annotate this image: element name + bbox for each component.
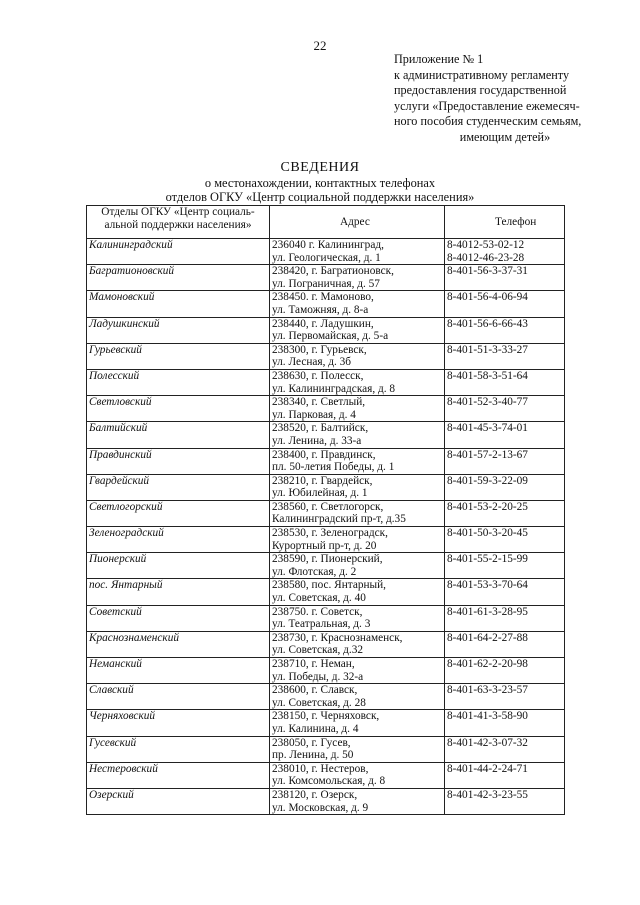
address-line: Калининградский пр-т, д.35 (272, 513, 406, 526)
department-name: Мамоновский (87, 291, 270, 317)
appendix-line: услуги «Предоставление ежемесяч- (394, 98, 580, 113)
phone-number: 8-401-56-6-66-43 (447, 317, 528, 330)
address-cell (270, 579, 445, 605)
address-cell (270, 658, 445, 684)
table-row (87, 265, 565, 291)
appendix-line: предоставления государственной (394, 83, 567, 98)
phone-cell (445, 396, 565, 422)
department-name: Пионерский (87, 553, 270, 579)
phone-number: 8-401-55-2-15-99 (447, 553, 528, 566)
phone-cell (445, 265, 565, 291)
phone-cell (445, 369, 565, 395)
address-line: 236040 г. Калининград, (272, 239, 384, 251)
address-cell (270, 684, 445, 710)
address-line: ул. Юбилейная, д. 1 (272, 487, 368, 500)
address-line: ул. Геологическая, д. 1 (272, 251, 381, 264)
phone-cell (445, 762, 565, 788)
table-row (87, 369, 565, 395)
phone-number: 8-401-63-3-23-57 (447, 684, 528, 697)
phone-cell (445, 736, 565, 762)
document-heading (0, 160, 640, 204)
phone-cell (445, 684, 565, 710)
phone-number: 8-401-45-3-74-01 (447, 422, 528, 435)
address-cell (270, 788, 445, 814)
address-line: ул. Театральная, д. 3 (272, 618, 371, 631)
department-name: Черняховский (87, 710, 270, 736)
address-line: ул. Советская, д. 40 (272, 592, 366, 605)
department-name: Калининградский (87, 239, 270, 265)
header-departments-line: альной поддержки населения» (104, 218, 252, 231)
phone-cell (445, 343, 565, 369)
department-name: Светлогорский (87, 500, 270, 526)
phone-number: 8-401-62-2-20-98 (447, 658, 528, 670)
table-row (87, 422, 565, 448)
department-name: Полесский (87, 369, 270, 395)
address-line: ул. Пограничная, д. 57 (272, 277, 380, 290)
department-name: Ладушкинский (87, 317, 270, 343)
phone-cell (445, 500, 565, 526)
address-cell (270, 369, 445, 395)
phone-cell (445, 631, 565, 657)
header-phone: Телефон (445, 206, 565, 239)
department-name: Гурьевский (87, 343, 270, 369)
document-subtitle: отделов ОГКУ «Центр социальной поддержки населения» (165, 190, 475, 204)
phone-number: 8-4012-46-23-28 (447, 251, 525, 264)
department-name: пос. Янтарный (87, 579, 270, 605)
phone-cell (445, 605, 565, 631)
phone-cell (445, 317, 565, 343)
address-line: пр. Ленина, д. 50 (272, 749, 354, 762)
page-number: 22 (313, 38, 327, 53)
address-line: ул. Калинина, д. 4 (272, 722, 359, 735)
address-line: 238050, г. Гусев, (272, 736, 351, 749)
address-line: ул. Московская, д. 9 (272, 801, 369, 814)
table-row (87, 736, 565, 762)
phone-number: 8-401-44-2-24-71 (447, 762, 528, 775)
address-line: пл. 50-летия Победы, д. 1 (272, 461, 395, 474)
phone-number: 8-4012-53-02-12 (447, 239, 525, 251)
address-cell (270, 527, 445, 553)
department-name: Советский (87, 605, 270, 631)
table-row (87, 553, 565, 579)
address-cell (270, 762, 445, 788)
table-row (87, 631, 565, 657)
department-name: Нестеровский (87, 762, 270, 788)
phone-number: 8-401-59-3-22-09 (447, 474, 528, 487)
department-name: Балтийский (87, 422, 270, 448)
table-row (87, 317, 565, 343)
address-line: ул. Первомайская, д. 5-а (272, 330, 389, 343)
address-cell (270, 343, 445, 369)
department-name: Озерский (87, 788, 270, 814)
department-name: Правдинский (87, 448, 270, 474)
address-cell (270, 291, 445, 317)
table-row (87, 396, 565, 422)
address-cell (270, 396, 445, 422)
table-row (87, 474, 565, 500)
address-line: 238590, г. Пионерский, (272, 553, 383, 566)
appendix-line: ного пособия студенческим семьям, (394, 114, 582, 129)
address-line: 238520, г. Балтийск, (272, 422, 369, 435)
address-cell (270, 553, 445, 579)
address-line: 238010, г. Нестеров, (272, 762, 369, 775)
phone-number: 8-401-57-2-13-67 (447, 448, 528, 461)
phone-cell (445, 291, 565, 317)
address-cell (270, 474, 445, 500)
table-row (87, 788, 565, 814)
phone-number: 8-401-42-3-23-55 (447, 788, 528, 801)
table-body (87, 239, 565, 815)
header-departments (87, 206, 270, 239)
address-line: 238300, г. Гурьевск, (272, 343, 367, 356)
address-line: 238340, г. Светлый, (272, 396, 366, 409)
appendix-line: Приложение № 1 (394, 52, 484, 66)
address-line: 238400, г. Правдинск, (272, 448, 376, 461)
table-row (87, 658, 565, 684)
address-line: 238710, г. Неман, (272, 658, 355, 670)
phone-cell (445, 788, 565, 814)
table-header-row (87, 206, 565, 239)
table-row (87, 448, 565, 474)
phone-number: 8-401-52-3-40-77 (447, 396, 528, 409)
address-cell (270, 605, 445, 631)
address-line: ул. Парковая, д. 4 (272, 408, 356, 421)
department-name: Светловский (87, 396, 270, 422)
phone-cell (445, 527, 565, 553)
address-line: 238630, г. Полесск, (272, 369, 364, 382)
phone-cell (445, 239, 565, 265)
address-cell (270, 631, 445, 657)
address-line: 238150, г. Черняховск, (272, 710, 380, 723)
header-departments-line: Отделы ОГКУ «Центр социаль- (101, 206, 255, 218)
address-line: ул. Флотская, д. 2 (272, 565, 357, 578)
department-name: Неманский (87, 658, 270, 684)
table-row (87, 343, 565, 369)
address-cell (270, 736, 445, 762)
phone-number: 8-401-41-3-58-90 (447, 710, 528, 723)
address-line: ул. Лесная, д. 3б (272, 356, 352, 369)
appendix-line: имеющим детей» (459, 129, 551, 144)
phone-number: 8-401-42-3-07-32 (447, 736, 528, 749)
address-line: ул. Ленина, д. 33-а (272, 434, 362, 447)
document-subtitle: о местонахождении, контактных телефонах (204, 176, 436, 190)
phone-cell (445, 710, 565, 736)
address-line: ул. Советская, д.32 (272, 644, 364, 657)
phone-number: 8-401-64-2-27-88 (447, 631, 528, 644)
table-row (87, 500, 565, 526)
address-line: 238580, пос. Янтарный, (272, 579, 387, 592)
phone-cell (445, 553, 565, 579)
address-cell (270, 239, 445, 265)
department-name: Зеленоградский (87, 527, 270, 553)
table-row (87, 684, 565, 710)
address-line: 238750. г. Советск, (272, 605, 363, 618)
address-cell (270, 422, 445, 448)
address-cell (270, 317, 445, 343)
phone-number: 8-401-53-2-20-25 (447, 500, 528, 513)
department-name: Славский (87, 684, 270, 710)
table-row (87, 291, 565, 317)
address-line: 238450. г. Мамоново, (272, 291, 374, 304)
address-line: 238600, г. Славск, (272, 684, 358, 697)
address-line: ул. Победы, д. 32-а (272, 670, 364, 683)
address-line: ул. Комсомольская, д. 8 (272, 775, 386, 788)
appendix-note (394, 52, 616, 146)
table-row (87, 710, 565, 736)
phone-number: 8-401-50-3-20-45 (447, 527, 528, 540)
phone-number: 8-401-51-3-33-27 (447, 343, 528, 356)
address-line: ул. Таможняя, д. 8-а (272, 303, 369, 316)
department-name: Гвардейский (87, 474, 270, 500)
address-line: 238560, г. Светлогорск, (272, 500, 384, 513)
address-line: ул. Советская, д. 28 (272, 696, 366, 709)
table-row (87, 579, 565, 605)
address-cell (270, 500, 445, 526)
phone-cell (445, 422, 565, 448)
address-line: Курортный пр-т, д. 20 (272, 539, 377, 552)
phone-cell (445, 579, 565, 605)
table-row (87, 605, 565, 631)
appendix-line: к административному регламенту (394, 67, 570, 82)
address-line: 238440, г. Ладушкин, (272, 317, 374, 330)
table-row (87, 762, 565, 788)
address-cell (270, 448, 445, 474)
department-name: Гусевский (87, 736, 270, 762)
address-line: 238210, г. Гвардейск, (272, 474, 373, 487)
offices-table (86, 205, 565, 815)
department-name: Багратионовский (87, 265, 270, 291)
table-row (87, 527, 565, 553)
department-name: Краснознаменский (87, 631, 270, 657)
address-line: 238530, г. Зеленоградск, (272, 527, 388, 540)
address-cell (270, 710, 445, 736)
phone-cell (445, 658, 565, 684)
header-address: Адрес (270, 206, 445, 239)
phone-number: 8-401-56-3-37-31 (447, 265, 528, 278)
phone-cell (445, 448, 565, 474)
phone-number: 8-401-56-4-06-94 (447, 291, 528, 304)
address-line: ул. Калининградская, д. 8 (272, 382, 396, 395)
phone-number: 8-401-53-3-70-64 (447, 579, 528, 592)
address-line: 238120, г. Озерск, (272, 788, 358, 801)
phone-cell (445, 474, 565, 500)
phone-number: 8-401-58-3-51-64 (447, 369, 528, 382)
document-title: СВЕДЕНИЯ (280, 160, 360, 175)
phone-number: 8-401-61-3-28-95 (447, 605, 528, 618)
address-line: 238420, г. Багратионовск, (272, 265, 394, 278)
table-row (87, 239, 565, 265)
address-line: 238730, г. Краснознаменск, (272, 631, 403, 644)
address-cell (270, 265, 445, 291)
